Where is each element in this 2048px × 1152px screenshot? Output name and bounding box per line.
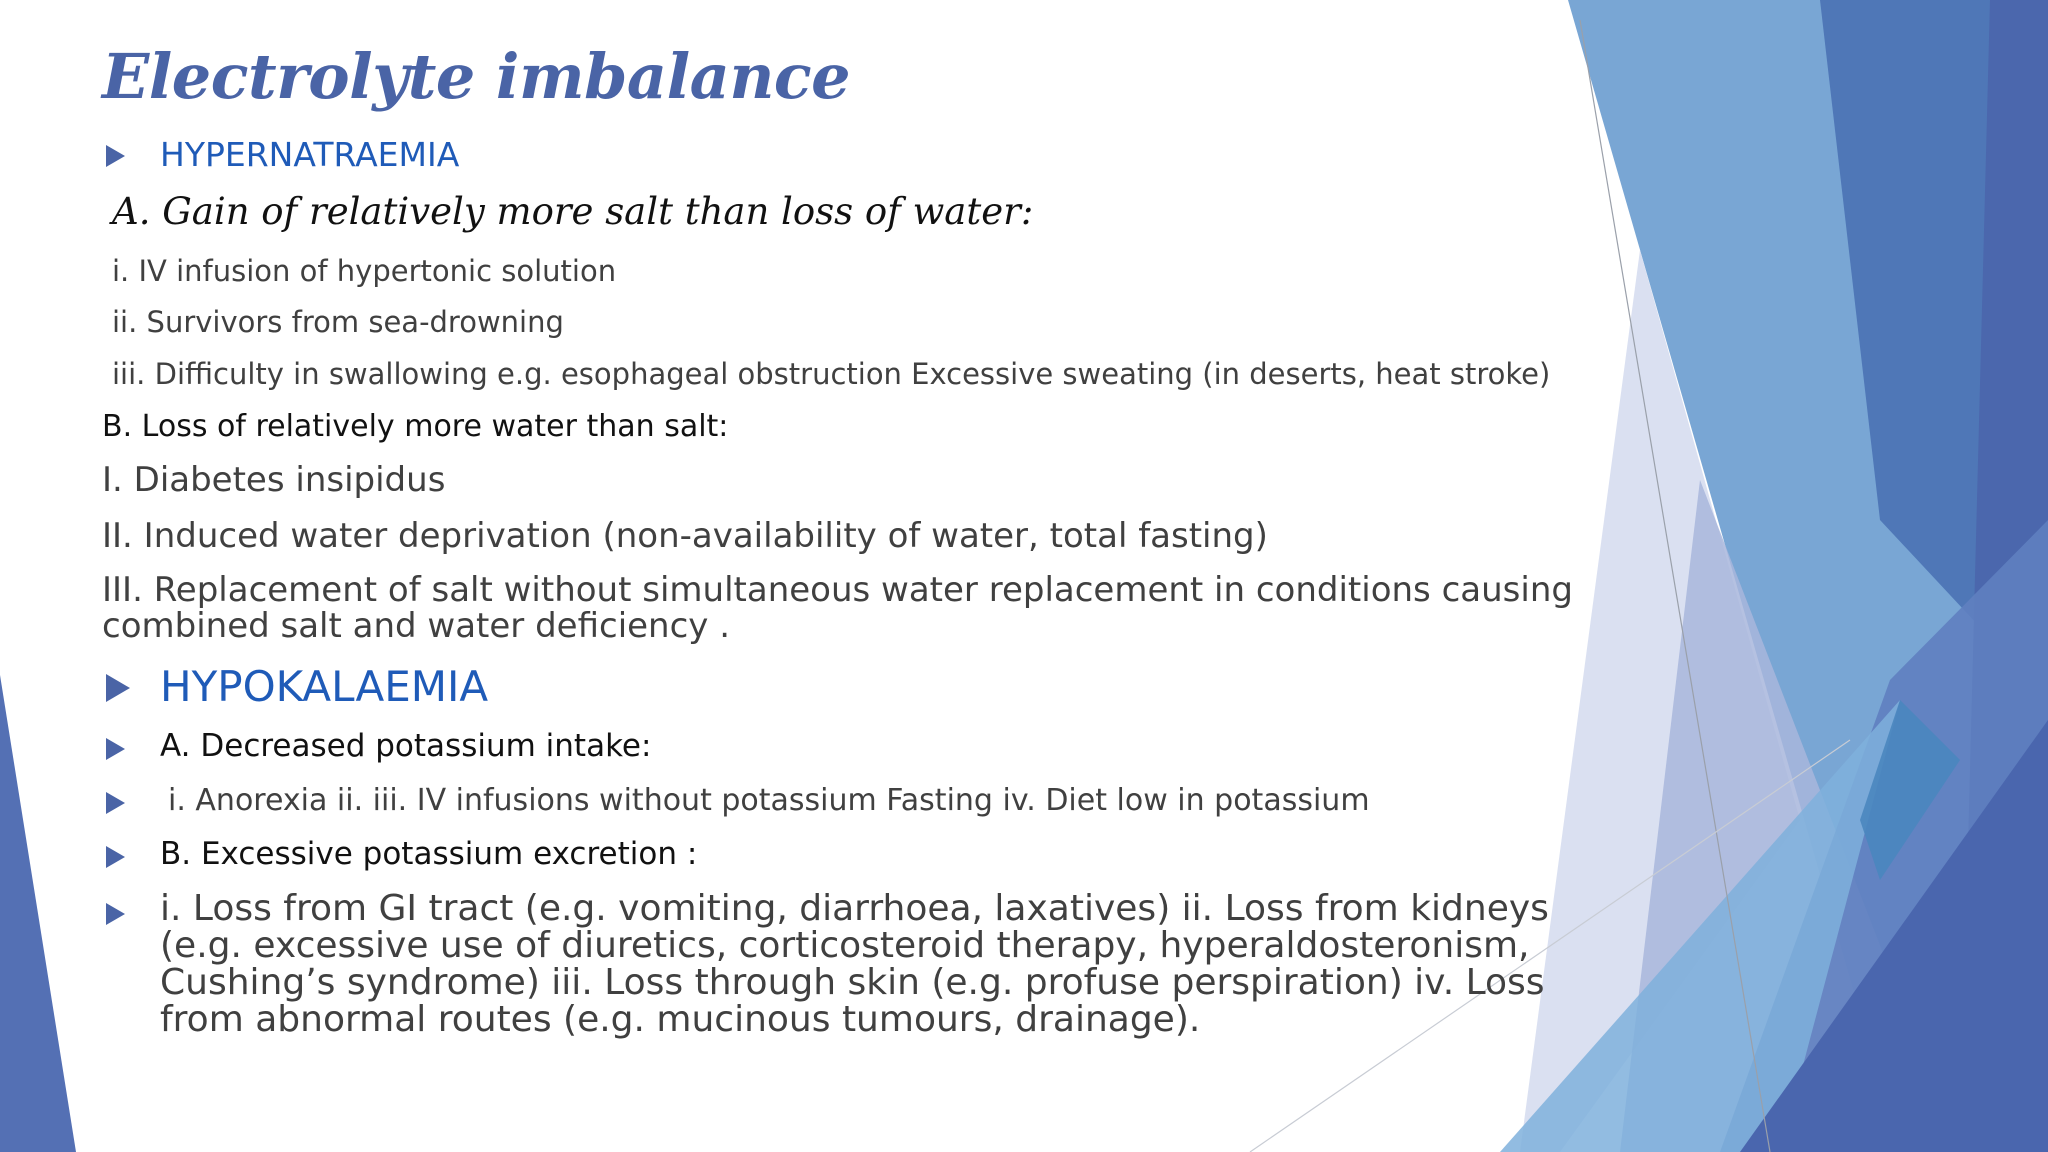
bullet-arrow-icon bbox=[106, 674, 130, 702]
bullet-arrow-icon bbox=[106, 145, 125, 167]
bullet-arrow-icon bbox=[106, 903, 125, 925]
hypokalaemia-a-items: i. Anorexia ii. iii. IV infusions without potassium Fasting iv. Diet low in potassium bbox=[168, 783, 1370, 818]
hypernatraemia-a-item-3: iii. Difficulty in swallowing e.g. esophageal obstruction Excessive sweating (in deserts, heat stroke) bbox=[112, 357, 1551, 391]
hypernatraemia-section-a: A. Gain of relatively more salt than loss of water: bbox=[112, 190, 1034, 233]
slide-title: Electrolyte imbalance bbox=[102, 40, 851, 113]
hypokalaemia-section-a: A. Decreased potassium intake: bbox=[160, 728, 652, 764]
hypernatraemia-b-item-3: III. Replacement of salt without simultaneous water replacement in conditions causing combined salt and water deficiency . bbox=[102, 570, 1573, 646]
hypokalaemia-section-b: B. Excessive potassium excretion : bbox=[160, 836, 698, 872]
hypernatraemia-b-item-2: II. Induced water deprivation (non-availability of water, total fasting) bbox=[102, 516, 1268, 556]
hypernatraemia-a-item-1: i. IV infusion of hypertonic solution bbox=[112, 254, 617, 288]
bullet-arrow-icon bbox=[106, 738, 125, 760]
hypokalaemia-b-items: i. Loss from GI tract (e.g. vomiting, diarrhoea, laxatives) ii. Loss from kidneys (e.g. excessive use of diuretics, corticosteroid therapy, hyperaldosteronism, Cushing’s syndrome) iii. Loss through skin (e.g. profuse perspiration) iv. Loss from abnormal routes (e.g. mucinous tumours, drainage). bbox=[160, 888, 1549, 1040]
hypokalaemia-heading: HYPOKALAEMIA bbox=[160, 662, 489, 711]
bullet-arrow-icon bbox=[106, 792, 125, 814]
bullet-arrow-icon bbox=[106, 846, 125, 868]
hypernatraemia-section-b: B. Loss of relatively more water than salt: bbox=[102, 409, 729, 444]
hypernatraemia-b-item-1: I. Diabetes insipidus bbox=[102, 460, 446, 500]
hypernatraemia-a-item-2: ii. Survivors from sea-drowning bbox=[112, 305, 564, 339]
hypernatraemia-heading: HYPERNATRAEMIA bbox=[160, 135, 460, 174]
